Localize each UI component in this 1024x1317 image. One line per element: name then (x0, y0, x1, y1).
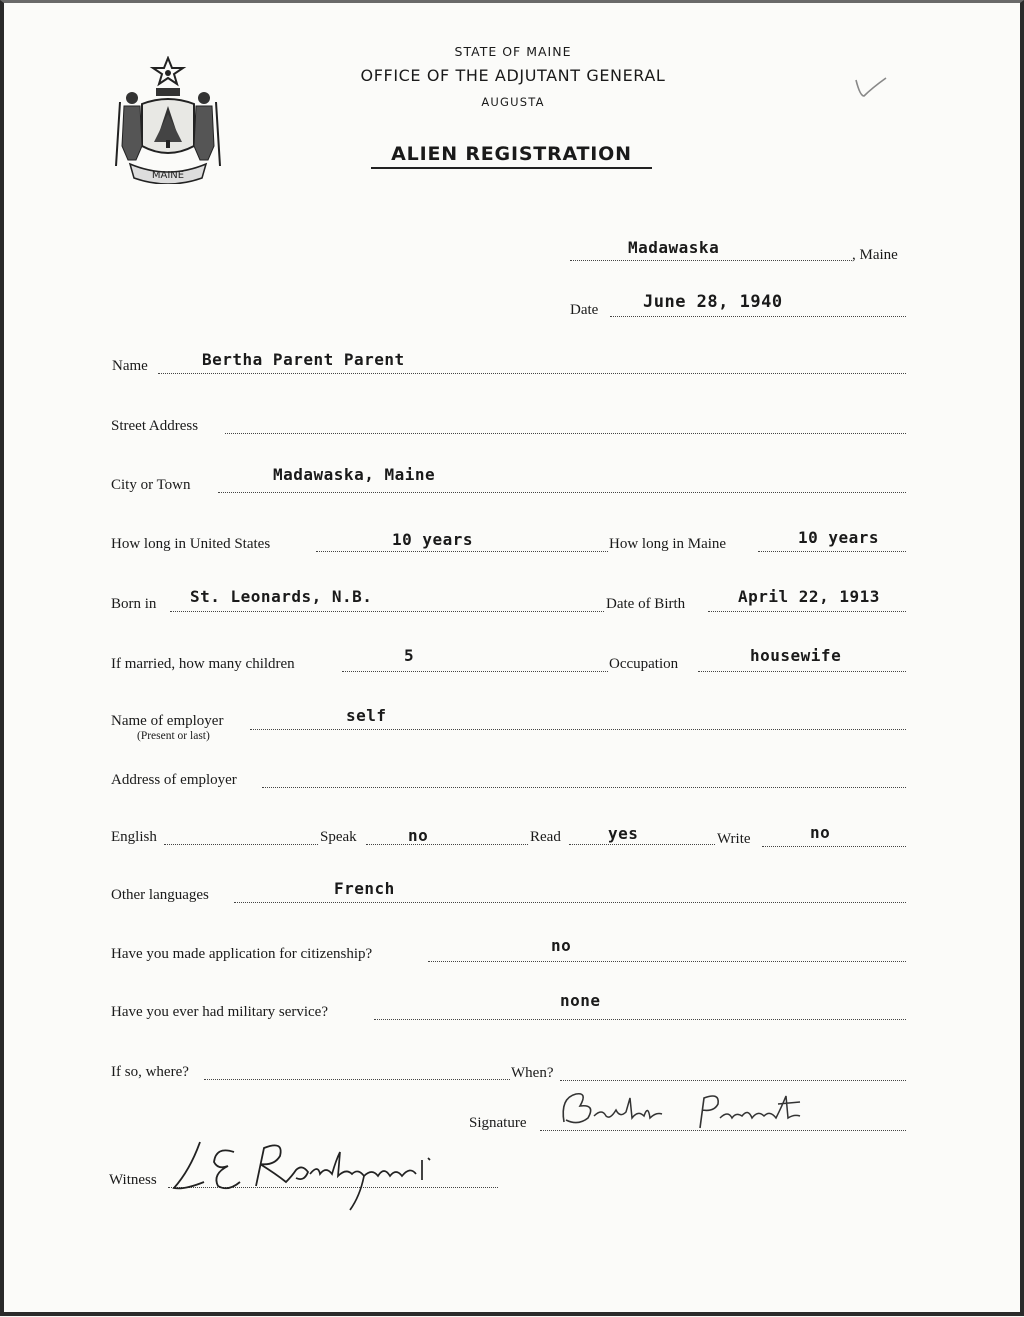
street-address-line (225, 433, 906, 434)
where-label: If so, where? (111, 1064, 189, 1080)
maine-state-seal (112, 56, 224, 184)
other-languages-value: French (334, 879, 395, 898)
occupation-value: housewife (750, 646, 842, 665)
citizenship-line (428, 961, 906, 962)
date-of-birth-value: April 22, 1913 (738, 587, 880, 606)
employer-note: (Present or last) (137, 730, 210, 742)
children-line (342, 671, 608, 672)
how-long-maine-value: 10 years (798, 528, 880, 547)
citizenship-value: no (551, 936, 572, 955)
date-of-birth-line (708, 611, 906, 612)
military-line (374, 1019, 906, 1020)
header-city: AUGUSTA (481, 95, 545, 109)
born-in-label: Born in (111, 596, 157, 612)
city-line (218, 492, 906, 493)
name-line (158, 373, 906, 374)
check-mark-icon (850, 70, 890, 100)
witness-signature (160, 1130, 480, 1220)
employer-address-label: Address of employer (111, 772, 237, 788)
citizenship-label: Have you made application for citizenship? (111, 946, 373, 962)
write-value: no (810, 823, 831, 842)
born-in-line (170, 611, 604, 612)
children-label: If married, how many children (111, 656, 295, 672)
read-label: Read (530, 829, 561, 845)
location-line (570, 260, 852, 261)
english-line (164, 844, 318, 845)
occupation-line (698, 671, 906, 672)
where-line (204, 1079, 510, 1080)
born-in-value: St. Leonards, N.B. (190, 587, 373, 606)
military-value: none (560, 991, 601, 1010)
english-label: English (111, 829, 157, 845)
header-state: STATE OF MAINE (454, 44, 572, 59)
name-value: Bertha Parent Parent (202, 350, 405, 369)
date-label: Date (570, 302, 599, 318)
applicant-signature (550, 1084, 840, 1144)
date-line (610, 316, 906, 317)
read-line (569, 844, 715, 845)
other-languages-line (234, 902, 906, 903)
employer-value: self (346, 706, 387, 725)
speak-value: no (408, 826, 429, 845)
employer-label: Name of employer (111, 713, 224, 729)
how-long-maine-label: How long in Maine (609, 536, 727, 552)
speak-label: Speak (320, 829, 357, 845)
when-label: When? (511, 1065, 554, 1081)
other-languages-label: Other languages (111, 887, 209, 903)
date-of-birth-label: Date of Birth (606, 596, 686, 612)
date-value: June 28, 1940 (643, 292, 783, 312)
location-suffix: , Maine (852, 247, 898, 263)
when-line (560, 1080, 906, 1081)
employer-line (250, 729, 906, 730)
employer-address-line (262, 787, 906, 788)
street-address-label: Street Address (111, 418, 199, 434)
header-office: OFFICE OF THE ADJUTANT GENERAL (360, 66, 666, 85)
form-title: ALIEN REGISTRATION (371, 143, 652, 169)
how-long-us-label: How long in United States (111, 536, 271, 552)
how-long-us-line (316, 551, 608, 552)
read-value: yes (608, 824, 639, 843)
write-label: Write (717, 831, 751, 847)
how-long-maine-line (758, 551, 906, 552)
signature-label: Signature (469, 1115, 527, 1131)
write-line (762, 846, 906, 847)
children-value: 5 (404, 646, 415, 665)
military-label: Have you ever had military service? (111, 1004, 328, 1020)
speak-line (366, 844, 528, 845)
occupation-label: Occupation (609, 656, 679, 672)
witness-label: Witness (109, 1172, 157, 1188)
location-value: Madawaska (628, 238, 720, 257)
city-value: Madawaska, Maine (273, 465, 436, 484)
name-label: Name (112, 358, 148, 374)
how-long-us-value: 10 years (392, 530, 474, 549)
seal-banner-text: MAINE (151, 170, 185, 181)
city-label: City or Town (111, 477, 191, 493)
